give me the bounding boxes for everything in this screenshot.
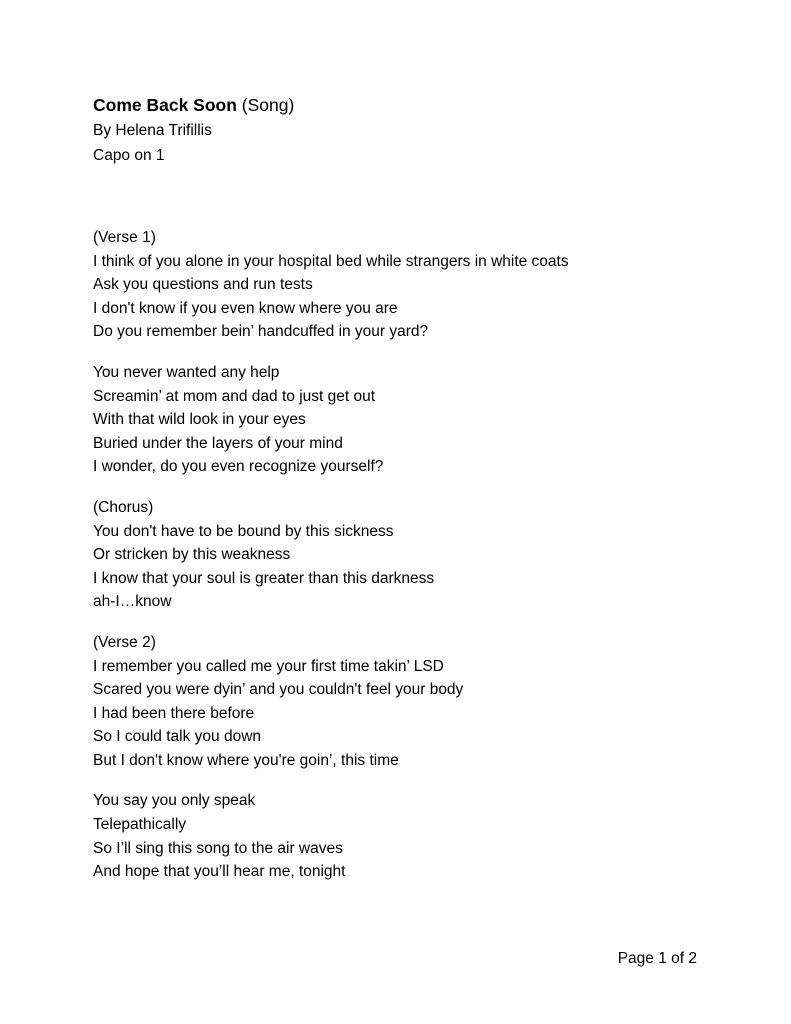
song-title <box>93 92 693 118</box>
section-label: (Verse 2) <box>93 633 156 651</box>
lyric-line: And hope that you’ll hear me, tonight <box>93 863 346 881</box>
stanza-chorus <box>93 496 743 614</box>
lyric-line: I think of you alone in your hospital bed while strangers in white coats <box>93 252 569 270</box>
lyric-line: You never wanted any help <box>93 363 280 381</box>
lyric-line: But I don't know where you're goin’, this time <box>93 751 399 769</box>
stanza-verse-1 <box>93 226 743 344</box>
section-label: (Chorus) <box>93 498 154 516</box>
lyric-line: I wonder, do you even recognize yourself? <box>93 458 384 476</box>
stanza-verse-2 <box>93 631 743 773</box>
section-label: (Verse 1) <box>93 229 156 246</box>
lyric-line: You say you only speak <box>93 792 256 810</box>
page-number: Page 1 of 2 <box>617 950 697 967</box>
lyric-line: Buried under the layers of your mind <box>93 434 343 452</box>
lyric-line: So I could talk you down <box>93 728 262 746</box>
lyric-line: Screamin’ at mom and dad to just get out <box>93 387 376 405</box>
lyric-line: I remember you called me your first time takin’ LSD <box>93 657 444 675</box>
lyric-line: With that wild look in your eyes <box>93 411 306 429</box>
lyric-line: You don't have to be bound by this sickness <box>93 522 394 540</box>
capo-note: Capo on 1 <box>93 147 165 164</box>
stanza-verse-2b <box>93 789 743 883</box>
lyric-line: I had been there before <box>93 704 255 722</box>
song-author: By Helena Trifillis <box>93 122 212 139</box>
lyric-line: Scared you were dyin’ and you couldn't feel your body <box>93 681 464 699</box>
lyric-line: Do you remember bein’ handcuffed in your yard? <box>93 323 429 341</box>
song-title-main: Come Back Soon <box>93 95 237 115</box>
lyric-line: ah-I…know <box>93 593 172 611</box>
lyric-line: Ask you questions and run tests <box>93 276 313 294</box>
lyrics-body <box>93 226 743 901</box>
stanza-verse-1b <box>93 361 743 479</box>
song-title-suffix: (Song) <box>236 95 295 115</box>
lyric-line: I don't know if you even know where you are <box>93 299 398 317</box>
lyric-line: Or stricken by this weakness <box>93 546 291 564</box>
lyric-line: I know that your soul is greater than this darkness <box>93 569 435 587</box>
document-header <box>93 92 693 168</box>
lyric-line: So I’ll sing this song to the air waves <box>93 839 343 857</box>
lyric-line: Telepathically <box>93 816 187 834</box>
